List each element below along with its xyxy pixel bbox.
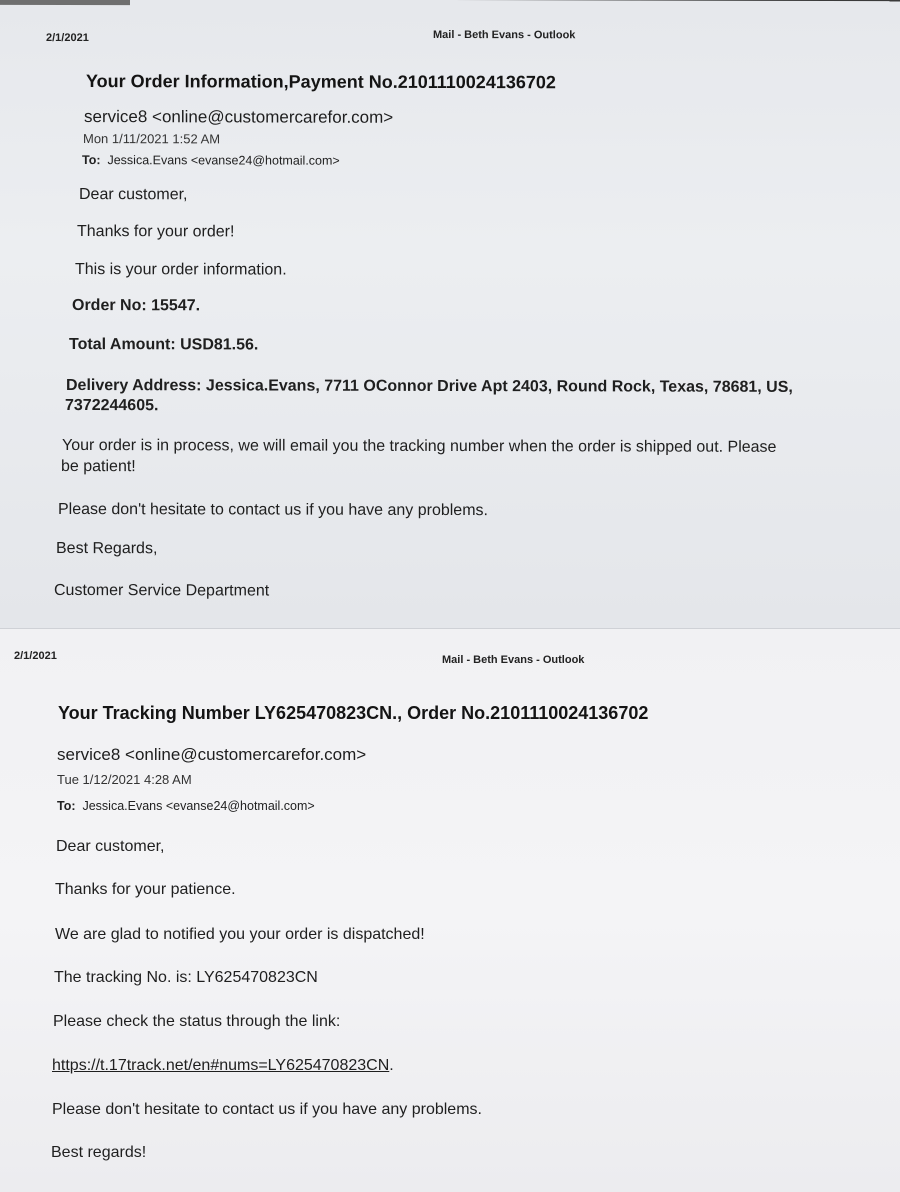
email-sent-date: Mon 1/11/2021 1:52 AM [83,131,221,147]
delivery-address-line-2: 7372244605. [65,396,159,415]
to-label: To: [82,153,101,168]
email-subject: Your Order Information,Payment No.2101110024136702 [86,71,556,93]
delivery-address-line-1: Delivery Address: Jessica.Evans, 7711 OConnor Drive Apt 2403, Round Rock, Texas, 78681, US, [66,376,793,396]
total-amount: Total Amount: USD81.56. [69,336,259,354]
greeting: Dear customer, [56,838,165,855]
process-line-2: be patient! [61,457,136,476]
intro-line: This is your order information. [75,261,287,279]
tracking-link-row [52,1057,394,1075]
tracking-link[interactable]: https://t.17track.net/en#nums=LY625470823CN [52,1057,390,1074]
check-status-line: Please check the status through the link: [53,1013,341,1030]
to-label: To: [57,799,76,813]
email-sender: service8 <online@customercarefor.com> [57,745,367,764]
thanks-line: Thanks for your order! [77,223,235,241]
email-sent-date: Tue 1/12/2021 4:28 AM [57,772,192,787]
to-value: Jessica.Evans <evanse24@hotmail.com> [82,799,315,813]
to-value: Jessica.Evans <evanse24@hotmail.com> [107,153,340,168]
email-recipient [57,799,315,813]
signature-line: Customer Service Department [54,581,270,600]
greeting: Dear customer, [79,186,188,204]
contact-line: Please don't hesitate to contact us if you have any problems. [52,1101,482,1118]
print-date: 2/1/2021 [46,31,89,45]
order-number: Order No: 15547. [72,297,201,315]
tracking-line: The tracking No. is: LY625470823CN [54,969,318,986]
print-date: 2/1/2021 [14,650,57,662]
email-recipient [82,153,340,168]
print-title: Mail - Beth Evans - Outlook [442,654,585,666]
regards-line: Best regards! [51,1144,147,1161]
regards-line: Best Regards, [56,539,158,558]
contact-line: Please don't hesitate to contact us if you have any problems. [58,500,488,520]
email-subject: Your Tracking Number LY625470823CN., Order No.2101110024136702 [58,703,649,723]
print-title: Mail - Beth Evans - Outlook [433,28,576,42]
email-sender: service8 <online@customercarefor.com> [84,107,394,127]
link-suffix: . [389,1057,394,1074]
process-line-1: Your order is in process, we will email you the tracking number when the order is shipped out. Please [62,436,777,456]
thanks-line: Thanks for your patience. [55,881,236,898]
printed-email-page-2 [0,628,900,1192]
dispatched-line: We are glad to notified you your order is dispatched! [55,926,425,943]
